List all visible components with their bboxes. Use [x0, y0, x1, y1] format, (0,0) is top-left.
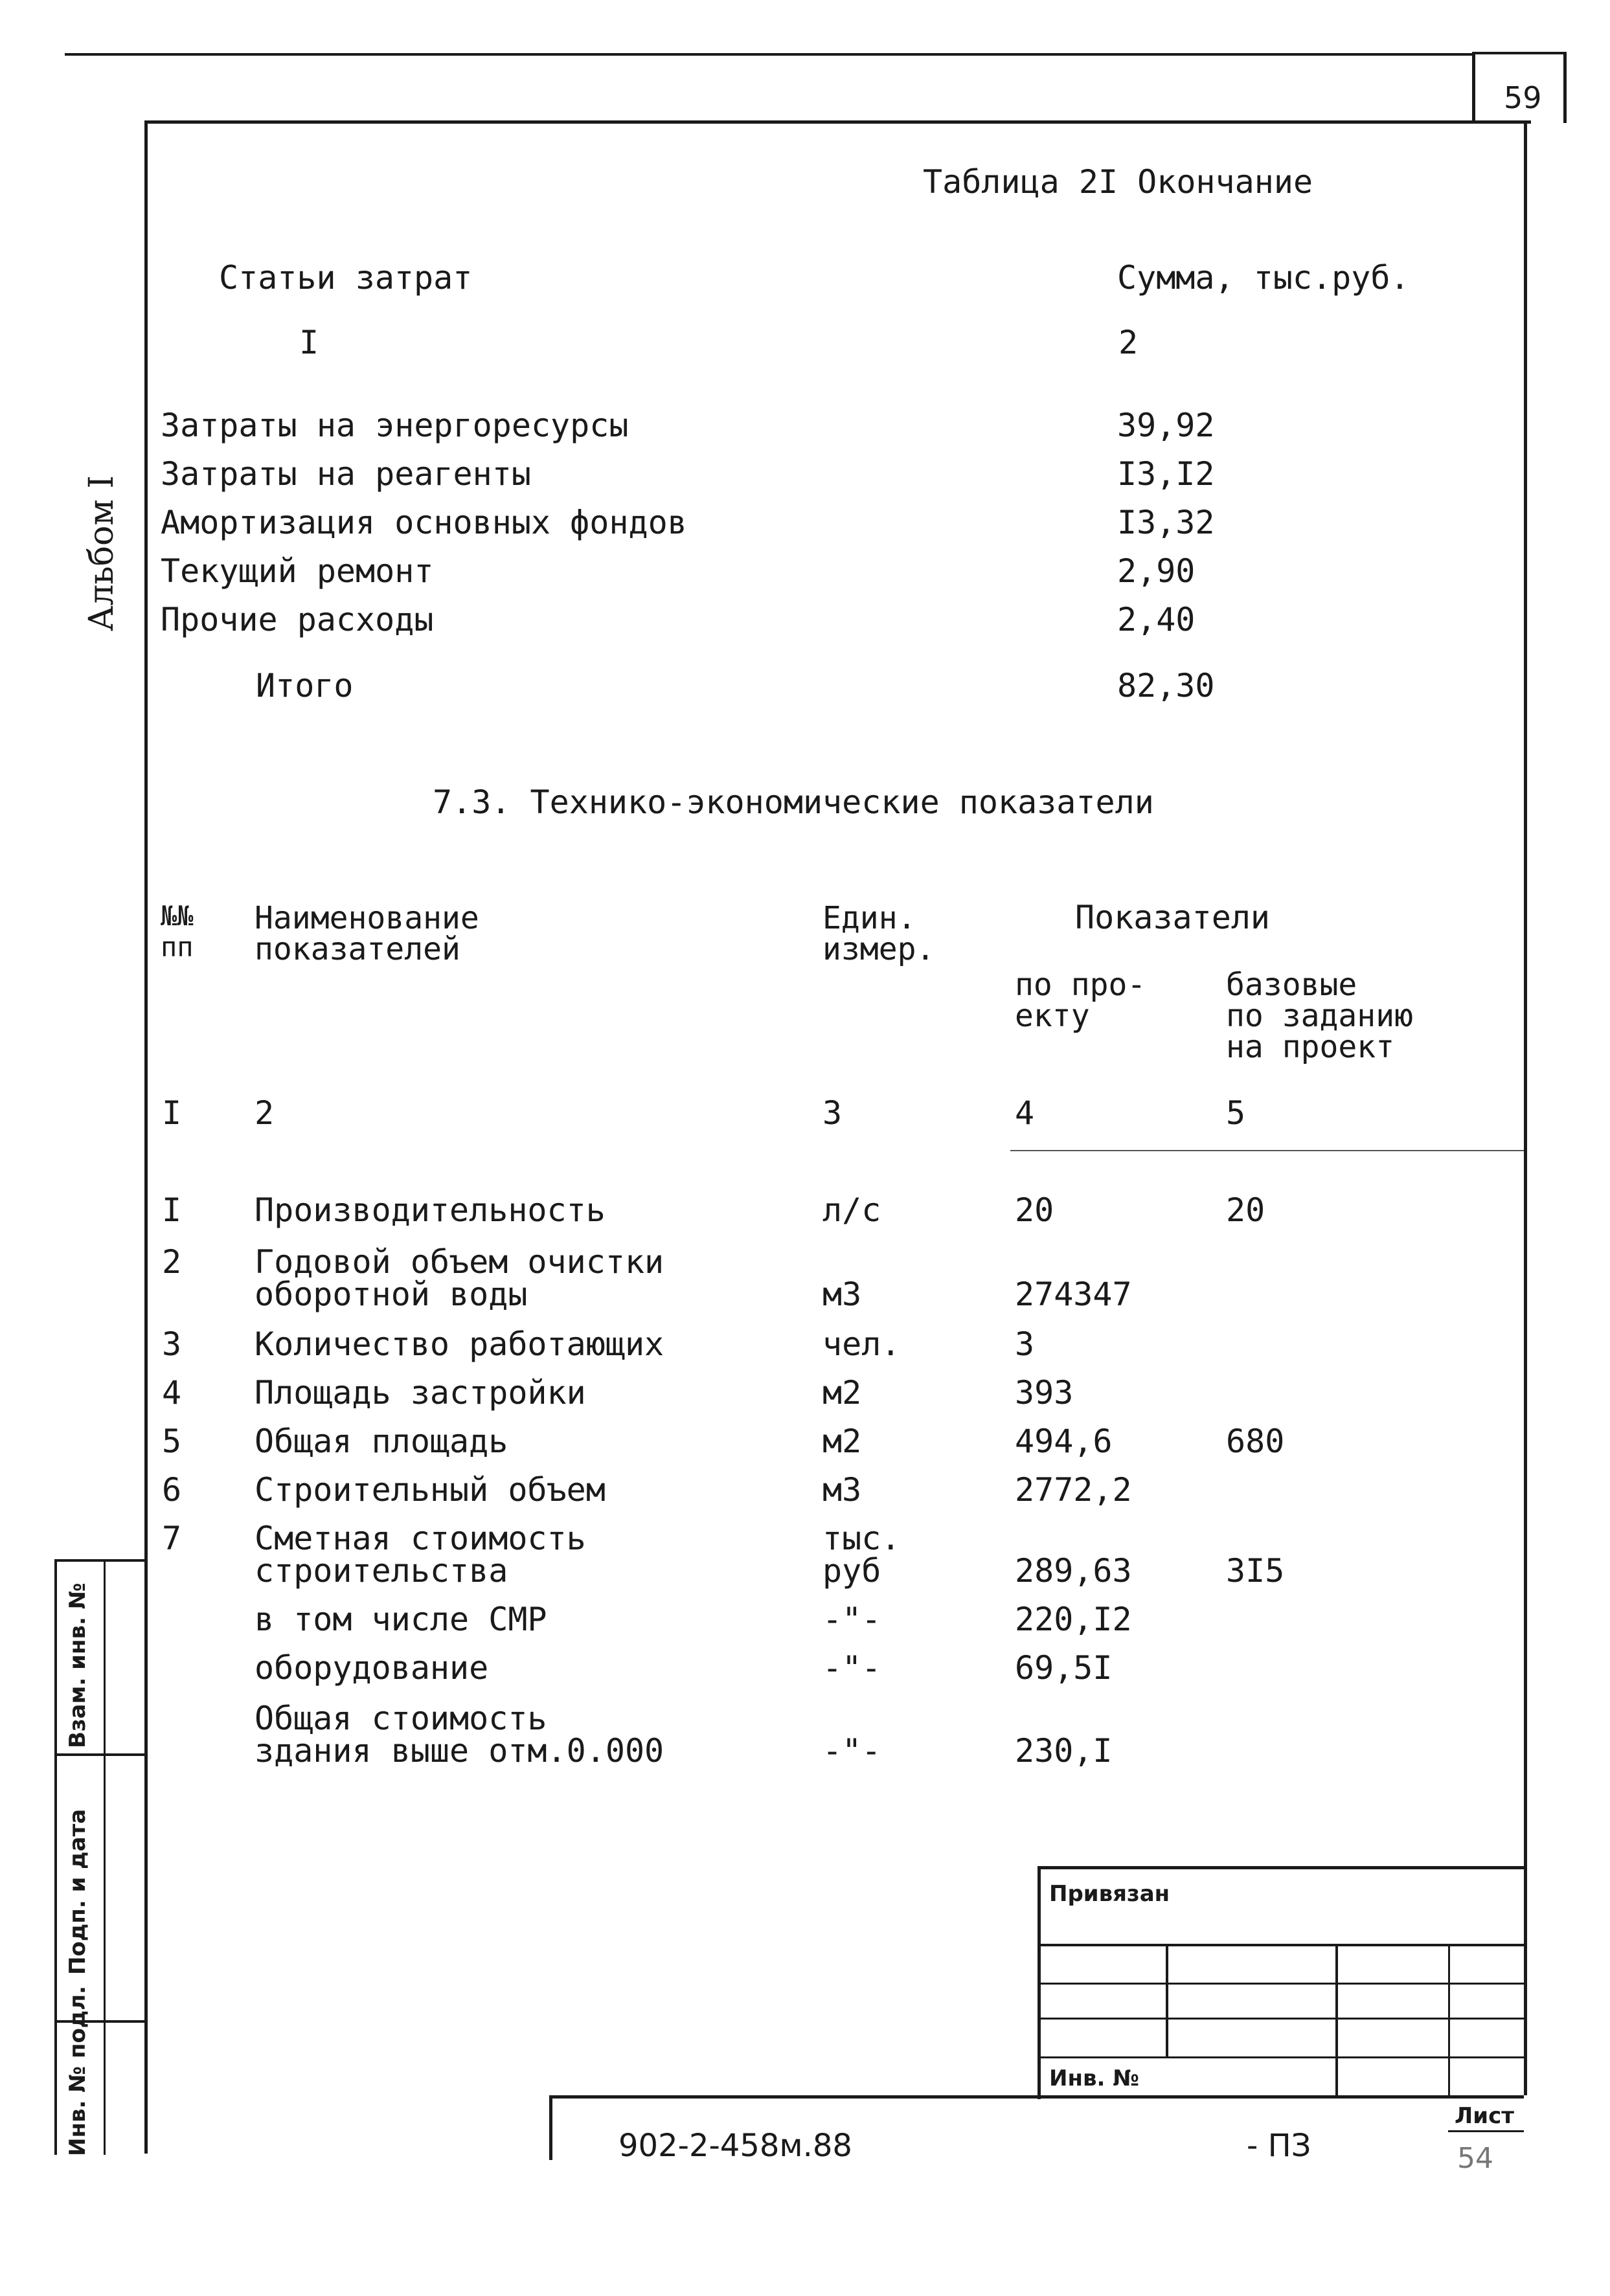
stamp-line — [1037, 2056, 1524, 2058]
tep-row-unit: тыс. — [822, 1520, 901, 1557]
table21-row-label: Прочие расходы — [161, 601, 434, 638]
sheet-number: 54 — [1457, 2142, 1493, 2175]
tep-row-name: Годовой объем очистки — [255, 1243, 664, 1281]
stamp-list-label: Лист — [1455, 2103, 1514, 2129]
tep-header-base: базовые — [1226, 967, 1357, 1003]
tep-header-indicators: Показатели — [1075, 899, 1271, 936]
table21-header-sum: Сумма, тыс.руб. — [1117, 259, 1410, 297]
tep-header-base: по заданию — [1226, 998, 1413, 1034]
table21-row-value: I3,I2 — [1117, 455, 1215, 493]
title-block-left — [549, 2095, 552, 2160]
tep-row-project: 220,I2 — [1015, 1601, 1132, 1638]
tep-row-name: в том числе СМР — [255, 1601, 547, 1638]
stamp-privyazan: Привязан — [1049, 1881, 1170, 1907]
tep-row-num: 2 — [162, 1243, 182, 1281]
tep-row-name: Общая стоимость — [255, 1700, 547, 1737]
stamp-col-line — [1448, 1945, 1450, 2098]
stamp-box-top — [1037, 1866, 1524, 1869]
tep-header-unit: измер. — [822, 931, 935, 967]
page-number-box-right — [1563, 52, 1567, 123]
page-number-box-top — [1472, 52, 1567, 54]
tep-row-unit: -"- — [822, 1732, 881, 1770]
table21-header-items: Статьи затрат — [219, 259, 473, 297]
right-border-line — [1524, 120, 1527, 2095]
tep-header-num: №№ — [161, 900, 194, 932]
tep-row-name: строительства — [255, 1552, 508, 1590]
table21-colnum-2: 2 — [1118, 324, 1139, 361]
tep-row-name: Общая площадь — [255, 1423, 508, 1460]
tep-row-project: 20 — [1015, 1191, 1054, 1229]
table21-row-label: Затраты на энергоресурсы — [161, 407, 629, 444]
table21-total-label: Итого — [256, 667, 354, 704]
tep-header-divider — [1010, 1150, 1524, 1151]
tep-row-project: 289,63 — [1015, 1552, 1132, 1590]
table21-total-value: 82,30 — [1117, 667, 1215, 704]
table21-row-value: 39,92 — [1117, 407, 1215, 444]
tep-colnum-2: 2 — [255, 1094, 275, 1132]
section-code: - ПЗ — [1247, 2128, 1311, 2164]
side-stamp-podp: Подп. и дата — [65, 1808, 91, 1975]
stamp-col-line — [1166, 1945, 1168, 2056]
left-border-line — [144, 120, 148, 2154]
side-stamp-outer-left — [54, 1559, 57, 2155]
tep-row-base: 3I5 — [1226, 1552, 1285, 1590]
tep-colnum-4: 4 — [1015, 1094, 1035, 1132]
tep-row-base: 20 — [1226, 1191, 1265, 1229]
tep-row-project: 69,5I — [1015, 1649, 1113, 1687]
tep-header-num: пп — [161, 931, 194, 963]
tep-row-unit: руб — [822, 1552, 881, 1590]
table21-row-label: Текущий ремонт — [161, 552, 434, 590]
tep-row-project: 494,6 — [1015, 1423, 1113, 1460]
tep-row-unit: л/с — [822, 1191, 881, 1229]
table21-row-label: Амортизация основных фондов — [161, 504, 687, 541]
tep-row-unit: -"- — [822, 1649, 881, 1687]
tep-row-unit: м2 — [822, 1423, 862, 1460]
page-number-box-left — [1472, 52, 1475, 123]
side-stamp-divider — [54, 1753, 146, 1756]
tep-row-num: 3 — [162, 1325, 182, 1363]
tep-row-unit: чел. — [822, 1325, 901, 1363]
side-stamp-inv-podl: Инв. № подл. — [65, 1985, 91, 2156]
stamp-col-line — [1335, 1945, 1338, 2098]
tep-row-name: оборотной воды — [255, 1276, 528, 1313]
section-title: 7.3. Технико-экономические показатели — [433, 783, 1154, 821]
tep-colnum-1: I — [162, 1094, 182, 1132]
table21-row-label: Затраты на реагенты — [161, 455, 531, 493]
stamp-line — [1037, 1983, 1524, 1985]
tep-row-name: Сметная стоимость — [255, 1520, 586, 1557]
side-stamp-inner-left — [104, 1559, 106, 2155]
title-block-list-divider — [1448, 2130, 1524, 2132]
tep-row-num: 6 — [162, 1471, 182, 1509]
tep-row-unit: м3 — [822, 1471, 862, 1509]
title-block-top — [549, 2095, 1524, 2099]
tep-row-unit: м2 — [822, 1374, 862, 1412]
table21-row-value: 2,90 — [1117, 552, 1196, 590]
tep-header-project: екту — [1015, 998, 1090, 1034]
tep-row-name: Площадь застройки — [255, 1374, 586, 1412]
tep-header-base: на проект — [1226, 1029, 1395, 1065]
tep-row-project: 2772,2 — [1015, 1471, 1132, 1509]
inner-top-border — [146, 120, 1531, 124]
tep-row-unit: м3 — [822, 1276, 862, 1313]
tep-row-name: Строительный объем — [255, 1471, 606, 1509]
tep-row-unit: -"- — [822, 1601, 881, 1638]
tep-header-name: Наименование — [255, 900, 479, 936]
tep-row-num: 5 — [162, 1423, 182, 1460]
tep-row-project: 274347 — [1015, 1276, 1132, 1313]
tep-header-unit: Един. — [822, 900, 916, 936]
album-label: Альбом I — [82, 475, 121, 631]
doc-code: 902-2-458м.88 — [618, 2128, 852, 2164]
table21-row-value: 2,40 — [1117, 601, 1196, 638]
page-number: 59 — [1504, 80, 1542, 115]
tep-colnum-3: 3 — [822, 1094, 843, 1132]
tep-row-name: Производительность — [255, 1191, 606, 1229]
tep-row-num: 4 — [162, 1374, 182, 1412]
table21-colnum-1: I — [299, 324, 319, 361]
stamp-line — [1037, 1944, 1524, 1946]
side-stamp-vzam: Взам. инв. № — [65, 1582, 91, 1748]
tep-row-project: 393 — [1015, 1374, 1074, 1412]
tep-row-project: 230,I — [1015, 1732, 1113, 1770]
tep-header-name: показателей — [255, 931, 460, 967]
stamp-inv-no: Инв. № — [1049, 2065, 1140, 2091]
tep-row-project: 3 — [1015, 1325, 1035, 1363]
tep-row-name: Количество работающих — [255, 1325, 664, 1363]
table21-row-value: I3,32 — [1117, 504, 1215, 541]
tep-row-name: здания выше отм.0.000 — [255, 1732, 664, 1770]
tep-colnum-5: 5 — [1226, 1094, 1246, 1132]
tep-row-num: I — [162, 1191, 182, 1229]
tep-row-num: 7 — [162, 1520, 182, 1557]
top-border-line — [65, 53, 1473, 56]
stamp-line — [1037, 2018, 1524, 2020]
tep-header-project: по про- — [1015, 967, 1146, 1003]
side-stamp-divider — [54, 1559, 146, 1562]
tep-row-base: 680 — [1226, 1423, 1285, 1460]
table21-caption: Таблица 2I Окончание — [923, 163, 1313, 201]
tep-row-name: оборудование — [255, 1649, 489, 1687]
